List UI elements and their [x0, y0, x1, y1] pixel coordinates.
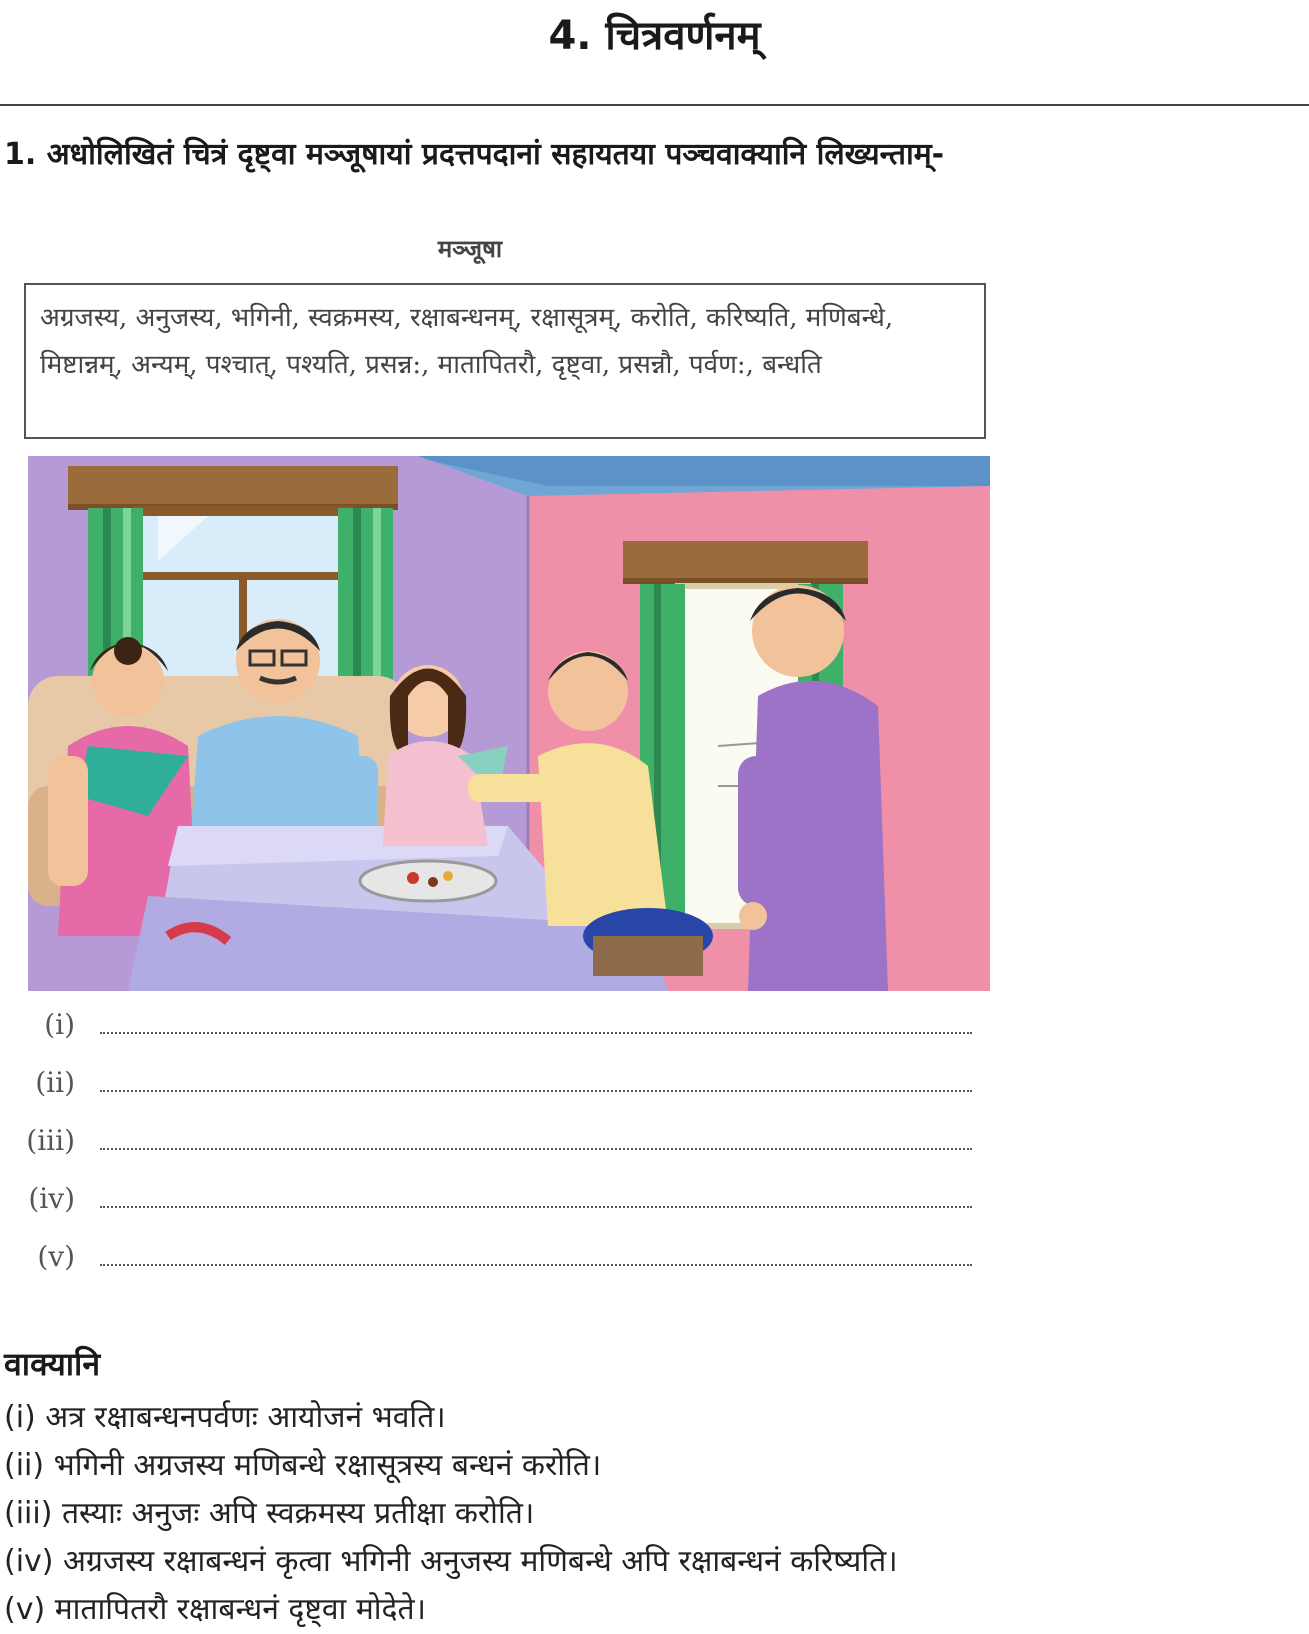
dotted-line: [100, 1206, 972, 1208]
dotted-line: [100, 1032, 972, 1034]
dotted-line: [100, 1090, 972, 1092]
sentences-heading: वाक्यानि: [4, 1345, 101, 1383]
sentence: (v) मातापितरौ रक्षाबन्धनं दृष्ट्वा मोदेते।: [4, 1592, 426, 1627]
word-box-heading: मञ्जूषा: [437, 234, 503, 263]
family-illustration: [28, 456, 990, 991]
answer-label: (ii): [35, 1066, 75, 1099]
sentence: (iii) तस्याः अनुजः अपि स्वक्रमस्य प्रतीक्षा करोति।: [4, 1496, 535, 1531]
sentence: (iv) अग्रजस्य रक्षाबन्धनं कृत्वा भगिनी अनुजस्य मणिबन्धे अपि रक्षाबन्धनं करिष्यति।: [4, 1544, 898, 1579]
question-text: 1. अधोलिखितं चित्रं दृष्ट्वा मञ्जूषायां प्रदत्तपदानां सहायतया पञ्चवाक्यानि लिख्यन्ताम्-: [4, 137, 945, 172]
dotted-line: [100, 1148, 972, 1150]
answer-label: (v): [37, 1240, 75, 1273]
sentences-list: [4, 1394, 1304, 1634]
page-title: 4. चित्रवर्णनम्: [548, 13, 761, 59]
answer-label: (i): [44, 1008, 75, 1041]
answer-line[interactable]: [0, 1182, 1000, 1222]
sentence: (i) अत्र रक्षाबन्धनपर्वणः आयोजनं भवति।: [4, 1400, 446, 1435]
answer-line[interactable]: [0, 1008, 1000, 1048]
answer-label: (iii): [26, 1124, 75, 1157]
word-box: अग्रजस्य, अनुजस्य, भगिनी, स्वक्रमस्य, रक्षाबन्धनम्, रक्षासूत्रम्, करोति, करिष्यति, मणिबन्धे, मिष्टान्नम्, अन्यम्, पश्चात्, पश्यति, प्रसन्न:, मातापितरौ, दृष्ट्वा, प्रसन्नौ, पर्वण:, बन्धति: [24, 283, 986, 439]
dotted-line: [100, 1264, 972, 1266]
answer-line[interactable]: [0, 1240, 1000, 1280]
answer-line[interactable]: [0, 1124, 1000, 1164]
answer-line[interactable]: [0, 1066, 1000, 1106]
answer-label: (iv): [28, 1182, 75, 1215]
title-divider: [0, 104, 1309, 106]
sentence: (ii) भगिनी अग्रजस्य मणिबन्धे रक्षासूत्रस्य बन्धनं करोति।: [4, 1448, 602, 1483]
